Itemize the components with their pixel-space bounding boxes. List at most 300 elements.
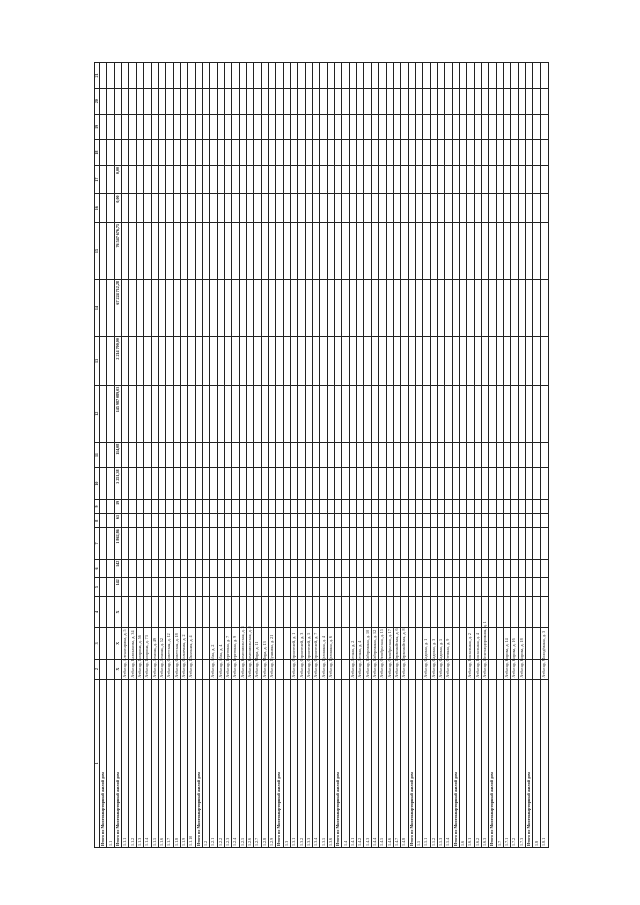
table-cell — [188, 442, 195, 468]
table-cell — [401, 499, 408, 513]
table-cell — [136, 194, 143, 223]
table-cell — [393, 114, 400, 140]
table-cell — [327, 499, 334, 513]
table-cell — [254, 468, 261, 499]
table-cell — [511, 499, 518, 513]
table-cell — [540, 596, 548, 627]
table-cell — [437, 559, 444, 578]
table-cell — [489, 659, 496, 679]
table-cell — [202, 578, 209, 597]
table-cell — [232, 114, 239, 140]
table-cell — [371, 578, 378, 597]
table-cell — [423, 596, 430, 627]
table-cell — [136, 499, 143, 513]
table-cell — [437, 63, 444, 89]
table-cell — [445, 114, 452, 140]
table-cell — [467, 63, 474, 89]
table-cell — [445, 194, 452, 223]
table-cell — [342, 140, 349, 166]
table-cell — [232, 222, 239, 279]
table-cell — [401, 114, 408, 140]
table-cell — [232, 578, 239, 597]
table-cell — [335, 114, 342, 140]
table-cell — [526, 499, 533, 513]
table-cell — [467, 385, 474, 442]
table-cell: Атбасар, Абая, д. 2 — [210, 644, 216, 678]
table-cell: 1.3.1 — [291, 679, 298, 847]
table-cell: Атбасар, Октябрьская, д. 17 — [386, 629, 392, 678]
table-cell — [269, 114, 276, 140]
table-cell — [504, 88, 511, 114]
table-cell — [224, 114, 231, 140]
table-cell — [327, 114, 334, 140]
table-cell — [166, 499, 173, 513]
column-number-cell: 20 — [95, 88, 100, 114]
table-cell: X — [114, 596, 121, 627]
table-cell — [261, 442, 268, 468]
table-cell: 1.7.1 — [504, 679, 511, 847]
table-cell — [224, 442, 231, 468]
table-cell — [445, 559, 452, 578]
table-cell — [217, 222, 224, 279]
table-cell — [246, 578, 253, 597]
table-cell — [224, 194, 231, 223]
table-cell — [423, 559, 430, 578]
table-cell: Атбасар, Строителей, д. 3 — [298, 632, 304, 678]
table-cell — [423, 514, 430, 528]
table-cell — [518, 280, 525, 337]
table-cell — [481, 140, 488, 166]
table-cell — [445, 578, 452, 597]
table-cell — [107, 559, 114, 578]
table-cell — [217, 385, 224, 442]
table-cell — [210, 114, 217, 140]
table-cell — [136, 514, 143, 528]
table-cell — [114, 63, 121, 89]
table-cell — [518, 63, 525, 89]
table-cell — [357, 165, 364, 194]
table-cell — [504, 514, 511, 528]
table-cell — [320, 559, 327, 578]
table-cell — [430, 194, 437, 223]
table-cell — [327, 88, 334, 114]
table-cell — [393, 468, 400, 499]
table-cell — [342, 514, 349, 528]
table-cell — [459, 165, 466, 194]
table-cell — [335, 88, 342, 114]
table-cell — [166, 280, 173, 337]
table-cell — [357, 528, 364, 559]
table-cell — [122, 596, 129, 627]
table-cell — [107, 578, 114, 597]
table-cell — [379, 596, 386, 627]
table-cell — [232, 88, 239, 114]
table-cell — [401, 140, 408, 166]
table-cell — [401, 222, 408, 279]
table-cell — [408, 222, 415, 279]
table-cell — [342, 114, 349, 140]
table-cell — [276, 114, 283, 140]
table-cell — [437, 140, 444, 166]
table-cell — [320, 63, 327, 89]
table-cell — [122, 468, 129, 499]
table-cell — [188, 596, 195, 627]
table-cell — [459, 114, 466, 140]
table-cell — [518, 88, 525, 114]
table-cell — [254, 194, 261, 223]
table-cell — [158, 499, 165, 513]
table-cell — [291, 442, 298, 468]
table-cell — [533, 514, 540, 528]
table-cell — [180, 114, 187, 140]
table-cell — [518, 528, 525, 559]
table-cell — [261, 165, 268, 194]
table-cell — [540, 578, 548, 597]
table-cell — [526, 194, 533, 223]
table-cell — [122, 194, 129, 223]
table-cell — [232, 140, 239, 166]
table-cell — [379, 88, 386, 114]
table-cell — [504, 468, 511, 499]
table-cell: 1.4.5 — [379, 679, 386, 847]
table-cell — [386, 528, 393, 559]
table-cell — [313, 499, 320, 513]
subtotal-row — [408, 63, 415, 848]
table-cell — [305, 468, 312, 499]
table-cell — [136, 114, 143, 140]
table-cell — [489, 528, 496, 559]
table-cell — [166, 528, 173, 559]
table-cell — [342, 88, 349, 114]
table-cell — [305, 88, 312, 114]
table-cell — [224, 578, 231, 597]
table-cell — [188, 88, 195, 114]
table-cell — [335, 659, 342, 679]
table-cell — [144, 222, 151, 279]
table-cell — [122, 114, 129, 140]
table-cell — [100, 114, 107, 140]
table-cell — [202, 528, 209, 559]
table-cell — [320, 194, 327, 223]
table-cell — [122, 165, 129, 194]
table-cell — [401, 337, 408, 386]
table-cell — [459, 628, 466, 659]
table-cell — [254, 63, 261, 89]
table-cell — [496, 337, 503, 386]
table-cell — [320, 165, 327, 194]
table-cell — [210, 514, 217, 528]
table-cell — [533, 468, 540, 499]
subtotal-row — [114, 63, 121, 848]
table-cell — [327, 140, 334, 166]
table-cell — [393, 140, 400, 166]
table-cell — [481, 114, 488, 140]
table-cell: 1.6 — [459, 679, 466, 847]
table-cell — [415, 222, 422, 279]
table-cell — [423, 442, 430, 468]
table-cell — [114, 88, 121, 114]
table-cell — [261, 596, 268, 627]
table-cell — [349, 499, 356, 513]
table-cell — [415, 337, 422, 386]
table-cell — [437, 114, 444, 140]
table-cell — [246, 559, 253, 578]
table-cell — [129, 140, 136, 166]
table-cell — [364, 596, 371, 627]
table-cell — [540, 514, 548, 528]
table-cell — [122, 140, 129, 166]
table-cell — [283, 442, 290, 468]
table-cell — [335, 140, 342, 166]
table-cell — [246, 499, 253, 513]
table-cell — [305, 578, 312, 597]
table-cell — [313, 528, 320, 559]
table-cell — [276, 385, 283, 442]
table-cell — [511, 140, 518, 166]
table-cell — [327, 514, 334, 528]
table-cell — [283, 222, 290, 279]
table-cell — [459, 385, 466, 442]
table-cell — [401, 385, 408, 442]
table-cell — [291, 165, 298, 194]
table-cell: 1.2.4 — [232, 679, 239, 847]
table-cell — [276, 559, 283, 578]
table-cell: Атбасар, Валиханова, д. 34 — [129, 630, 135, 678]
table-row — [379, 63, 386, 848]
table-cell — [393, 385, 400, 442]
table-cell — [415, 63, 422, 89]
table-cell: 1.6.2 — [474, 679, 481, 847]
table-cell — [379, 140, 386, 166]
table-cell — [239, 596, 246, 627]
table-cell — [269, 385, 276, 442]
column-number-cell: 19 — [95, 114, 100, 140]
table-cell — [430, 596, 437, 627]
table-cell — [158, 222, 165, 279]
table-cell — [415, 88, 422, 114]
table-cell — [371, 140, 378, 166]
table-cell — [129, 468, 136, 499]
table-row — [291, 63, 298, 848]
table-cell: Атбасар, Пушкина, д. 21 — [269, 634, 275, 678]
column-number-cell: 17 — [95, 165, 100, 194]
table-row — [305, 63, 312, 848]
table-cell — [533, 63, 540, 89]
table-cell — [188, 140, 195, 166]
table-cell — [107, 114, 114, 140]
table-cell — [371, 222, 378, 279]
table-cell — [423, 222, 430, 279]
table-cell — [144, 442, 151, 468]
table-cell: 1.3 — [283, 679, 290, 847]
table-cell — [195, 385, 202, 442]
table-cell — [445, 88, 452, 114]
table-cell — [114, 140, 121, 166]
table-cell — [489, 280, 496, 337]
table-cell — [459, 63, 466, 89]
table-cell — [357, 222, 364, 279]
table-cell — [474, 528, 481, 559]
table-cell — [511, 528, 518, 559]
table-cell — [239, 528, 246, 559]
table-cell: Атбасар, Вокзальная, д. 4 — [474, 633, 480, 678]
table-cell — [437, 194, 444, 223]
table-cell — [430, 559, 437, 578]
table-cell: Атбасар, Ленина, д. 49 — [151, 638, 157, 678]
table-row — [239, 63, 246, 848]
table-cell — [533, 280, 540, 337]
table-cell — [269, 337, 276, 386]
subtotal-row — [335, 63, 342, 848]
table-cell — [320, 596, 327, 627]
table-cell — [269, 194, 276, 223]
table-cell — [408, 63, 415, 89]
table-cell — [379, 165, 386, 194]
table-cell — [210, 578, 217, 597]
table-cell — [504, 194, 511, 223]
table-cell — [408, 337, 415, 386]
table-cell — [357, 88, 364, 114]
table-cell — [342, 194, 349, 223]
table-cell — [305, 442, 312, 468]
table-cell — [474, 442, 481, 468]
table-cell: Итого по Многоквартирный жилой дом — [452, 679, 459, 847]
table-cell — [202, 499, 209, 513]
table-cell — [151, 63, 158, 89]
table-cell — [100, 578, 107, 597]
table-cell: Атбасар, Гагарина, д. 73 — [144, 635, 150, 678]
table-cell — [291, 578, 298, 597]
table-cell — [327, 528, 334, 559]
table-cell — [437, 165, 444, 194]
table-cell — [188, 578, 195, 597]
table-cell — [129, 499, 136, 513]
table-cell — [158, 514, 165, 528]
table-cell — [232, 559, 239, 578]
table-cell — [254, 337, 261, 386]
table-cell — [188, 514, 195, 528]
table-cell — [445, 63, 452, 89]
table-cell — [393, 528, 400, 559]
table-cell — [232, 499, 239, 513]
table-cell — [136, 468, 143, 499]
table-cell — [217, 88, 224, 114]
table-cell — [239, 468, 246, 499]
table-cell — [144, 165, 151, 194]
table-cell — [489, 114, 496, 140]
table-cell — [467, 528, 474, 559]
table-cell: 1.2.9 — [269, 679, 276, 847]
table-cell — [452, 442, 459, 468]
table-cell — [467, 194, 474, 223]
table-cell: Атбасар, Строителей, д. 1 — [291, 632, 297, 678]
table-cell — [357, 140, 364, 166]
table-cell — [459, 528, 466, 559]
table-cell — [217, 468, 224, 499]
table-cell: 1.1.10 — [188, 679, 195, 847]
table-cell — [415, 114, 422, 140]
table-cell — [459, 88, 466, 114]
table-cell — [298, 88, 305, 114]
table-cell: Атбасар, Кирова, д. 18 — [518, 638, 524, 678]
table-cell: 1.1.1 — [122, 679, 129, 847]
table-cell — [158, 140, 165, 166]
table-cell — [518, 596, 525, 627]
table-cell — [305, 337, 312, 386]
table-cell — [276, 88, 283, 114]
table-cell — [327, 194, 334, 223]
table-cell — [474, 578, 481, 597]
table-cell — [313, 114, 320, 140]
table-cell — [401, 514, 408, 528]
table-cell — [357, 596, 364, 627]
table-cell — [430, 165, 437, 194]
table-cell — [136, 140, 143, 166]
table-cell — [129, 442, 136, 468]
table-cell: 76 547 676,75 — [114, 222, 121, 279]
table-cell — [335, 63, 342, 89]
table-cell — [511, 559, 518, 578]
table-cell: 142 — [114, 578, 121, 597]
column-number-cell: 8 — [95, 514, 100, 528]
column-number-cell: 13 — [95, 337, 100, 386]
table-row — [364, 63, 371, 848]
table-row — [158, 63, 165, 848]
table-row — [430, 63, 437, 848]
table-cell — [445, 280, 452, 337]
table-cell — [283, 194, 290, 223]
table-cell — [467, 280, 474, 337]
table-cell — [408, 442, 415, 468]
table-cell — [188, 165, 195, 194]
table-cell — [173, 337, 180, 386]
table-cell — [246, 528, 253, 559]
table-cell — [415, 514, 422, 528]
table-cell — [452, 63, 459, 89]
table-cell — [459, 280, 466, 337]
table-cell — [188, 280, 195, 337]
table-cell — [327, 222, 334, 279]
subtotal-row — [452, 63, 459, 848]
table-cell — [489, 385, 496, 442]
table-cell: 1.7.2 — [511, 679, 518, 847]
table-cell — [224, 88, 231, 114]
table-cell — [151, 194, 158, 223]
table-row — [540, 63, 548, 848]
table-cell — [540, 222, 548, 279]
table-cell — [511, 468, 518, 499]
table-cell: 67 224 712,28 — [114, 280, 121, 337]
table-cell — [217, 442, 224, 468]
table-cell — [430, 514, 437, 528]
table-cell — [393, 559, 400, 578]
table-cell — [107, 659, 114, 679]
table-cell — [276, 337, 283, 386]
table-cell — [180, 514, 187, 528]
table-cell — [526, 222, 533, 279]
table-cell — [291, 222, 298, 279]
table-cell — [151, 337, 158, 386]
table-cell — [100, 596, 107, 627]
table-cell — [158, 114, 165, 140]
table-cell — [100, 628, 107, 659]
table-cell: Атбасар, Абая, д. 4 — [217, 644, 223, 678]
table-cell — [202, 88, 209, 114]
table-cell — [437, 442, 444, 468]
table-cell — [430, 63, 437, 89]
table-cell — [386, 468, 393, 499]
table-cell — [246, 194, 253, 223]
